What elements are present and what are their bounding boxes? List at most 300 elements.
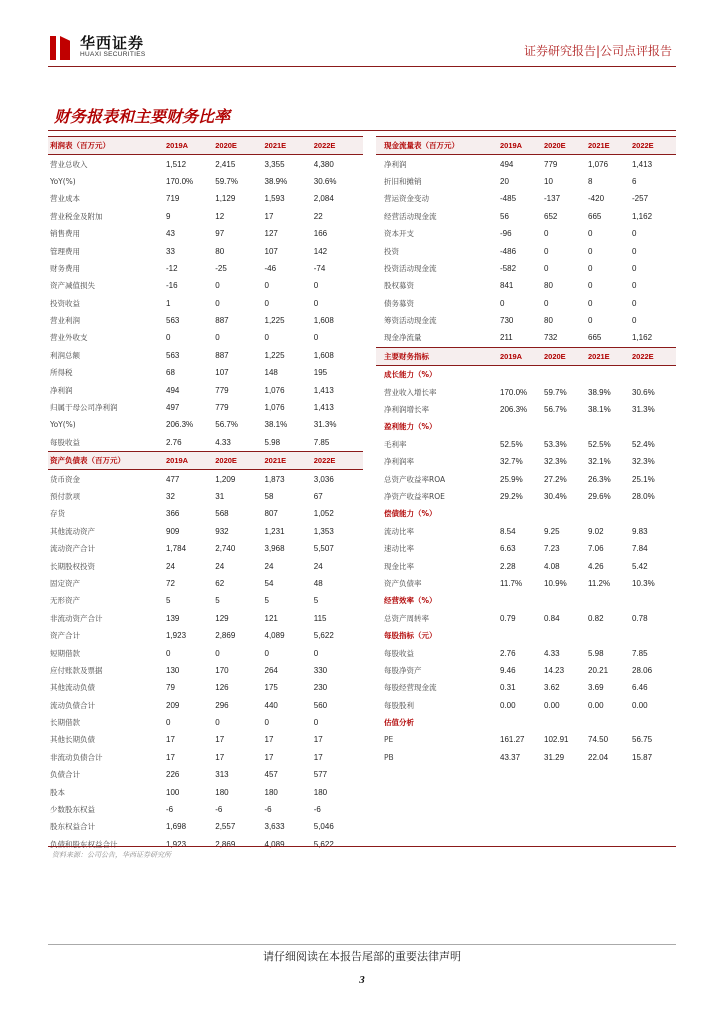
cell-value: 0.00 (544, 700, 560, 710)
row-label: 每股收益 (384, 648, 414, 658)
cell-value: 2020E (544, 351, 566, 361)
row-label: 无形资产 (50, 596, 80, 606)
cell-value: 2,557 (215, 822, 236, 832)
row-label: 现金流量表（百万元） (384, 141, 459, 151)
cell-value: 560 (313, 700, 328, 710)
cell-value: 0.00 (632, 700, 648, 710)
footer-divider (48, 944, 676, 945)
cell-value: 31 (215, 492, 225, 501)
table-row (376, 225, 676, 242)
cell-value: 32.3% (544, 457, 567, 467)
cell-value: 0 (632, 281, 637, 291)
table-row (48, 575, 363, 592)
cell-value: 1,608 (313, 316, 334, 326)
table-row (376, 208, 676, 225)
page-number: 3 (359, 974, 365, 986)
cell-value: 74.50 (588, 735, 609, 745)
cell-value: 59.7% (215, 176, 238, 186)
cell-value: 0 (544, 246, 549, 256)
cell-value: 4,380 (313, 159, 334, 169)
cell-value: -6 (166, 805, 174, 815)
cell-value: 8.54 (500, 526, 516, 536)
cell-value: 26.3% (588, 474, 611, 484)
row-label: 营业税金及附加 (50, 211, 103, 221)
cell-value: 4.08 (544, 561, 560, 571)
cell-value: 115 (313, 613, 327, 623)
cell-value: 0 (215, 333, 220, 343)
cell-value: 79 (166, 683, 175, 693)
cell-value: 457 (264, 770, 278, 780)
cell-value: 43.37 (500, 752, 521, 762)
cell-value: 52.5% (500, 439, 523, 449)
table-row (48, 505, 363, 522)
cell-value: 5 (166, 596, 171, 606)
cell-value: 15.87 (632, 752, 653, 762)
cell-value: 28.06 (632, 665, 653, 675)
table-row (48, 523, 363, 540)
row-label: 负债和股东权益合计 (50, 839, 118, 849)
cell-value: 3,036 (313, 474, 334, 484)
cell-value: 5 (313, 596, 319, 606)
cell-value: 58 (264, 492, 274, 501)
page-header (0, 0, 724, 70)
cell-value: -25 (215, 263, 227, 273)
row-label: 资产负债表（百万元） (50, 456, 125, 466)
row-label: 总资产周转率 (384, 613, 429, 623)
table-row (48, 488, 363, 505)
row-label: 利润表（百万元） (50, 141, 110, 151)
cell-value: 80 (544, 281, 553, 291)
row-label: 现金比率 (384, 561, 414, 571)
row-label: 经营活动现金流 (384, 211, 437, 221)
report-type: 证券研究报告|公司点评报告 (523, 44, 672, 58)
cell-value: 0.79 (500, 613, 516, 623)
table-header-row (376, 347, 676, 366)
cell-value: 0 (588, 281, 593, 291)
row-label: 非流动资产合计 (50, 613, 103, 623)
table-row (48, 783, 363, 800)
cell-value: 2019A (166, 456, 189, 466)
table-row (48, 260, 363, 277)
cell-value: 0 (544, 298, 549, 308)
cell-value: 206.3% (500, 405, 528, 415)
cell-value: 2020E (544, 141, 566, 151)
cell-value: 107 (215, 368, 229, 378)
row-label: 折旧和摊销 (384, 176, 422, 186)
cell-value: 17 (264, 211, 274, 221)
table-row (48, 557, 363, 574)
row-label: 每股收益 (50, 437, 80, 447)
cell-value: 665 (588, 333, 602, 343)
cell-value: 4.33 (215, 437, 231, 447)
cell-value: 1,209 (215, 474, 236, 484)
cell-value: 31.29 (544, 752, 565, 762)
cell-value: 0 (313, 648, 319, 658)
row-label: 股权募资 (384, 281, 414, 291)
table-subheader-row (376, 418, 676, 435)
cell-value: 0 (166, 718, 171, 728)
cell-value: 195 (313, 368, 328, 378)
cell-value: 10.3% (632, 578, 655, 588)
cell-value: 17 (264, 735, 274, 745)
cell-value: 5,622 (313, 839, 334, 849)
cell-value: 5 (264, 596, 269, 606)
cell-value: 0 (313, 298, 319, 308)
cell-value: 0 (264, 718, 269, 728)
row-label: 速动比率 (384, 544, 414, 554)
cell-value: 38.9% (264, 176, 288, 186)
cell-value: 80 (544, 316, 553, 326)
cell-value: 730 (500, 316, 514, 326)
cell-value: 102.91 (544, 735, 569, 745)
cell-value: 494 (166, 385, 180, 395)
row-label: 非流动负债合计 (50, 752, 103, 762)
row-label: 净利润 (50, 385, 73, 395)
table-row (48, 190, 363, 207)
row-label: 每股经营现金流 (384, 683, 437, 693)
row-label: 投资收益 (50, 298, 80, 308)
cell-value: 841 (500, 281, 514, 291)
table-row (48, 312, 363, 329)
cell-value: 170 (215, 665, 229, 675)
row-label: 所得税 (50, 368, 73, 378)
cell-value: 2021E (264, 456, 287, 466)
table-row (48, 399, 363, 416)
cell-value: 107 (264, 246, 278, 256)
row-label: 存货 (50, 509, 65, 519)
table-row (376, 312, 676, 329)
cell-value: 126 (215, 683, 229, 693)
cell-value: 0 (632, 246, 637, 256)
legal-disclaimer: 请仔细阅读在本报告尾部的重要法律声明 (263, 950, 461, 963)
cell-value: 0 (588, 316, 593, 326)
cell-value: 2.76 (500, 648, 516, 658)
cell-value: 32 (166, 492, 175, 501)
row-label: 投资活动现金流 (384, 263, 437, 273)
cell-value: -257 (632, 194, 649, 204)
cell-value: 1,129 (215, 194, 236, 204)
cell-value: 68 (166, 368, 175, 378)
cell-value: 24 (264, 561, 274, 571)
row-label: 长期借款 (50, 718, 80, 728)
row-label: 每股指标（元） (384, 631, 437, 641)
cell-value: 9.46 (500, 665, 516, 675)
cell-value: 0 (588, 263, 593, 273)
table-row (48, 347, 363, 364)
section-title: 财务报表和主要财务比率 (54, 107, 231, 126)
cell-value: 180 (264, 787, 278, 797)
cell-value: 577 (313, 770, 328, 780)
row-label: 营业成本 (50, 194, 80, 204)
cell-value: 2020E (215, 456, 237, 466)
cell-value: 1,076 (588, 159, 609, 169)
row-label: 财务费用 (50, 263, 80, 273)
cell-value: 121 (264, 613, 278, 623)
cell-value: 211 (500, 333, 513, 343)
row-label: 营运资金变动 (384, 194, 429, 204)
row-label: 净资产收益率ROE (384, 492, 445, 501)
cell-value: 1,698 (166, 822, 187, 832)
cell-value: 22.04 (588, 752, 609, 762)
cell-value: 56 (500, 211, 509, 221)
table-row (376, 470, 676, 487)
row-label: 短期借款 (50, 648, 80, 658)
cell-value: 17 (215, 735, 225, 745)
cell-value: 56.7% (215, 420, 238, 430)
cell-value: 779 (215, 403, 229, 413)
row-label: 债务募资 (384, 298, 414, 308)
cell-value: 807 (264, 509, 278, 519)
cell-value: 0 (215, 298, 220, 308)
cell-value: 4.33 (544, 648, 560, 658)
cell-value: 1,413 (632, 159, 653, 169)
cell-value: 7.06 (588, 544, 604, 554)
cell-value: 0 (588, 229, 593, 239)
row-label: YoY(%) (50, 420, 76, 430)
row-label: 其他流动资产 (50, 526, 95, 536)
cell-value: 27.2% (544, 474, 567, 484)
cell-value: 2,869 (215, 631, 236, 641)
cell-value: 0 (313, 718, 319, 728)
cell-value: 2,869 (215, 839, 236, 849)
row-label: 估值分析 (384, 718, 414, 728)
table-row (48, 173, 363, 190)
cell-value: 4,089 (264, 631, 285, 641)
row-label: 营业外收支 (50, 333, 88, 343)
cell-value: 20 (500, 176, 509, 186)
table-row (48, 749, 363, 766)
cell-value: 1,784 (166, 544, 187, 554)
cell-value: 161.27 (500, 735, 525, 745)
cell-value: 330 (313, 665, 328, 675)
cell-value: 24 (313, 561, 323, 571)
cell-value: 0.00 (588, 700, 604, 710)
row-label: 其他长期负债 (50, 735, 95, 745)
row-label: 营业总收入 (50, 159, 88, 169)
table-row (48, 818, 363, 835)
cell-value: 62 (215, 578, 225, 588)
cell-value: 1,052 (313, 509, 334, 519)
cell-value: 1,413 (313, 403, 334, 413)
cell-value: 366 (166, 509, 180, 519)
row-label: 流动资产合计 (50, 544, 95, 554)
cell-value: 2021E (588, 351, 610, 361)
cell-value: 53.3% (544, 439, 567, 449)
row-label: 少数股东权益 (50, 805, 95, 815)
table-row (48, 592, 363, 609)
table-row (376, 575, 676, 592)
row-label: 长期股权投资 (50, 561, 95, 571)
table-row (48, 610, 363, 627)
cell-value: 264 (264, 665, 278, 675)
cell-value: 0 (544, 263, 549, 273)
table-row (376, 242, 676, 259)
row-label: PB (384, 752, 394, 762)
cell-value: 56.7% (544, 405, 567, 415)
cell-value: 4,089 (264, 839, 285, 849)
cell-value: 3.69 (588, 683, 604, 693)
cell-value: 0 (215, 281, 220, 291)
cell-value: 0.82 (588, 613, 604, 623)
cell-value: 4.26 (588, 561, 604, 571)
financial-table-left (48, 136, 363, 853)
cell-value: 0 (313, 281, 319, 291)
cell-value: -6 (215, 805, 223, 815)
cell-value: 17 (313, 752, 323, 762)
table-row (376, 697, 676, 714)
cell-value: 494 (500, 159, 514, 169)
row-label: 经营效率（%） (384, 596, 437, 606)
cell-value: 6.46 (632, 683, 648, 693)
cell-value: 2019A (500, 351, 523, 361)
row-label: 资产减值损失 (50, 281, 95, 291)
cell-value: 38.9% (588, 387, 611, 397)
cell-value: 30.4% (544, 492, 567, 501)
financial-table-right (376, 136, 676, 766)
cell-value: 12 (215, 211, 225, 221)
cell-value: 1,608 (313, 350, 334, 360)
table-row (376, 190, 676, 207)
cell-value: 2022E (313, 141, 336, 151)
cell-value: 48 (313, 578, 323, 588)
row-label: 其他流动负债 (50, 683, 95, 693)
cell-value: 7.85 (313, 437, 330, 447)
cell-value: 1,923 (166, 839, 187, 849)
cell-value: 0 (500, 298, 505, 308)
table-row (48, 731, 363, 748)
cell-value: 17 (264, 752, 274, 762)
cell-value: 142 (313, 246, 328, 256)
cell-value: 0 (588, 246, 593, 256)
table-row (376, 155, 676, 172)
cell-value: 296 (215, 700, 229, 710)
table-subheader-row (376, 366, 676, 383)
table-row (48, 801, 363, 818)
cell-value: 0 (313, 333, 319, 343)
cell-value: 2,415 (215, 159, 236, 169)
cell-value: 1,076 (264, 403, 285, 413)
row-label: PE (384, 735, 394, 745)
cell-value: 17 (215, 752, 225, 762)
cell-value: 2022E (313, 456, 336, 466)
cell-value: 2020E (215, 141, 237, 151)
cell-value: 230 (313, 683, 328, 693)
row-label: 归属于母公司净利润 (50, 403, 118, 413)
cell-value: 22 (313, 211, 323, 221)
cell-value: 652 (544, 211, 558, 221)
table-row (48, 242, 363, 259)
cell-value: 166 (313, 229, 328, 239)
cell-value: 0 (588, 298, 593, 308)
cell-value: 25.1% (632, 474, 655, 484)
row-label: 每股净资产 (384, 665, 422, 675)
cell-value: 440 (264, 700, 278, 710)
cell-value: 59.7% (544, 387, 567, 397)
cell-value: 563 (166, 350, 180, 360)
cell-value: 17 (166, 735, 175, 745)
cell-value: 1,231 (264, 526, 285, 536)
cell-value: -6 (264, 805, 272, 815)
table-row (376, 644, 676, 661)
cell-value: 24 (215, 561, 225, 571)
logo-en: HUAXI SECURITIES (80, 51, 146, 58)
table-row (376, 523, 676, 540)
cell-value: 127 (264, 229, 278, 239)
table-row (48, 329, 363, 346)
cell-value: 9.02 (588, 526, 604, 536)
table-row (376, 401, 676, 418)
table-row (48, 662, 363, 679)
cell-value: 497 (166, 403, 180, 413)
cell-value: 2.28 (500, 561, 516, 571)
row-label: 利润总额 (50, 350, 80, 360)
cell-value: 0 (632, 316, 637, 326)
cell-value: 180 (313, 787, 328, 797)
row-label: 成长能力（%） (384, 370, 437, 380)
table-row (48, 416, 363, 433)
cell-value: 14.23 (544, 665, 565, 675)
cell-value: -486 (500, 246, 517, 256)
row-label: 盈利能力（%） (384, 422, 437, 432)
cell-value: 5,046 (313, 822, 334, 832)
cell-value: 3,968 (264, 544, 285, 554)
cell-value: -12 (166, 263, 178, 273)
cell-value: 3.62 (544, 683, 560, 693)
cell-value: 7.23 (544, 544, 560, 554)
cell-value: 5.42 (632, 561, 648, 571)
table-row (48, 644, 363, 661)
cell-value: 1 (166, 298, 171, 308)
cell-value: 38.1% (264, 420, 288, 430)
table-subheader-row (376, 505, 676, 522)
cell-value: 1,413 (313, 385, 334, 395)
cell-value: 31.3% (632, 405, 655, 415)
cell-value: 38.1% (588, 405, 611, 415)
cell-value: 0 (166, 648, 171, 658)
cell-value: -6 (313, 805, 321, 815)
cell-value: 9.83 (632, 526, 648, 536)
cell-value: 17 (166, 752, 175, 762)
table-row (376, 731, 676, 748)
table-row (48, 697, 363, 714)
table-row (376, 260, 676, 277)
cell-value: 129 (215, 613, 229, 623)
cell-value: 56.75 (632, 735, 653, 745)
table-row (376, 453, 676, 470)
cell-value: 10 (544, 176, 553, 186)
cell-value: 1,512 (166, 159, 187, 169)
cell-value: 0 (632, 263, 637, 273)
row-label: 资本开支 (384, 229, 414, 239)
table-row (376, 610, 676, 627)
cell-value: 11.7% (500, 578, 523, 588)
cell-value: 9 (166, 211, 171, 221)
cell-value: 1,873 (264, 474, 285, 484)
table-row (48, 434, 363, 451)
table-row (376, 557, 676, 574)
cell-value: 7.85 (632, 648, 648, 658)
row-label: 主要财务指标 (384, 351, 429, 361)
cell-value: 1,162 (632, 211, 653, 221)
cell-value: 0 (632, 229, 637, 239)
table-row (376, 679, 676, 696)
cell-value: -96 (500, 229, 512, 239)
company-logo (48, 34, 145, 60)
cell-value: 779 (544, 159, 558, 169)
cell-value: 5.98 (264, 437, 281, 447)
row-label: 流动比率 (384, 526, 414, 536)
table-row (376, 173, 676, 190)
